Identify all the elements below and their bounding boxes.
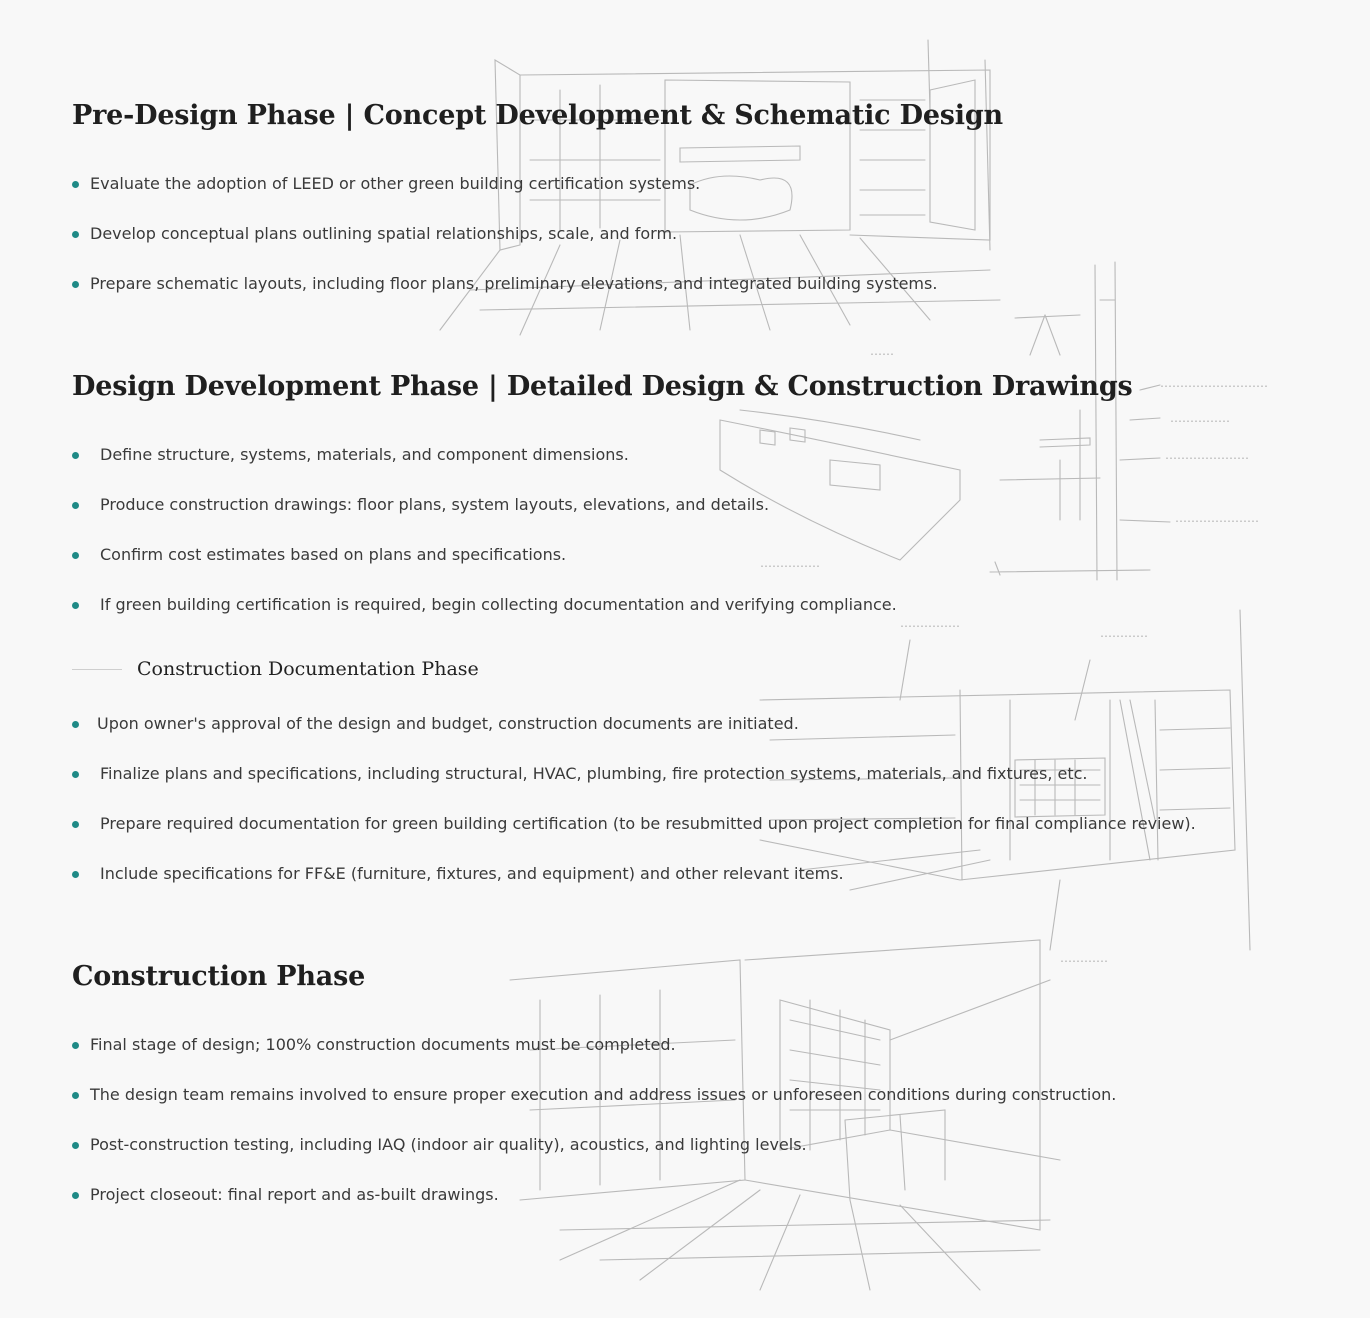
bullet-dot-icon: [72, 452, 79, 459]
svg-text:⋯⋯⋯⋯⋯⋯⋯: ⋯⋯⋯⋯⋯⋯⋯: [1175, 514, 1259, 528]
bullet-dot-icon: [72, 1092, 79, 1099]
bullet-dot-icon: [72, 1042, 79, 1049]
construction-documentation-heading: [72, 658, 479, 680]
svg-text:⋯⋯⋯⋯: ⋯⋯⋯⋯: [1100, 629, 1148, 643]
svg-text:⋯⋯⋯⋯⋯: ⋯⋯⋯⋯⋯: [760, 559, 820, 573]
list-item: Evaluate the adoption of LEED or other green building certification systems.: [72, 173, 937, 223]
svg-text:⋯⋯⋯⋯⋯⋯⋯: ⋯⋯⋯⋯⋯⋯⋯: [1165, 451, 1249, 465]
svg-text:⋯⋯⋯⋯⋯: ⋯⋯⋯⋯⋯: [900, 619, 960, 633]
list-item: Define structure, systems, materials, and component dimensions.: [72, 444, 897, 494]
design-development-title: Design Development Phase | Detailed Design & Construction Drawings: [72, 371, 1133, 402]
construction-documentation-title: Construction Documentation Phase: [137, 658, 479, 680]
construction-title: Construction Phase: [72, 961, 366, 992]
bullet-dot-icon: [72, 552, 79, 559]
bullet-dot-icon: [72, 871, 79, 878]
bullet-dot-icon: [72, 231, 79, 238]
svg-text:⋯⋯⋯⋯⋯⋯⋯⋯⋯: ⋯⋯⋯⋯⋯⋯⋯⋯⋯: [1160, 379, 1268, 393]
heading-rule: [72, 669, 122, 670]
pre-design-title: Pre-Design Phase | Concept Development & Schematic Design: [72, 100, 1003, 131]
construction-list: [72, 1034, 1116, 1234]
list-item: Include specifications for FF&E (furniture, fixtures, and equipment) and other relevant items.: [72, 863, 1196, 913]
list-item: Finalize plans and specifications, including structural, HVAC, plumbing, fire protection systems, materials, and fixtures, etc.: [72, 763, 1196, 813]
construction-documentation-list: [72, 713, 1196, 913]
list-item: Prepare schematic layouts, including floor plans, preliminary elevations, and integrated building systems.: [72, 273, 937, 323]
svg-text:⋯⋯⋯⋯: ⋯⋯⋯⋯: [1060, 954, 1108, 968]
list-item: Project closeout: final report and as-built drawings.: [72, 1184, 1116, 1234]
bullet-dot-icon: [72, 602, 79, 609]
list-item: Prepare required documentation for green building certification (to be resubmitted upon project completion for final compliance review).: [72, 813, 1196, 863]
list-item: Final stage of design; 100% construction documents must be completed.: [72, 1034, 1116, 1084]
bullet-dot-icon: [72, 181, 79, 188]
list-item: Upon owner's approval of the design and budget, construction documents are initiated.: [72, 713, 1196, 763]
list-item: Develop conceptual plans outlining spatial relationships, scale, and form.: [72, 223, 937, 273]
bullet-dot-icon: [72, 1142, 79, 1149]
pre-design-list: [72, 173, 937, 323]
list-item: Post-construction testing, including IAQ (indoor air quality), acoustics, and lighting levels.: [72, 1134, 1116, 1184]
bullet-dot-icon: [72, 1192, 79, 1199]
bullet-dot-icon: [72, 502, 79, 509]
bullet-dot-icon: [72, 771, 79, 778]
list-item: The design team remains involved to ensure proper execution and address issues or unforeseen conditions during construction.: [72, 1084, 1116, 1134]
svg-text:⋯⋯⋯⋯⋯: ⋯⋯⋯⋯⋯: [1170, 414, 1230, 428]
list-item: Confirm cost estimates based on plans and specifications.: [72, 544, 897, 594]
list-item: If green building certification is required, begin collecting documentation and verifying compliance.: [72, 594, 897, 644]
list-item: Produce construction drawings: floor plans, system layouts, elevations, and details.: [72, 494, 897, 544]
bullet-dot-icon: [72, 281, 79, 288]
bullet-dot-icon: [72, 721, 79, 728]
svg-text:⋯⋯: ⋯⋯: [870, 347, 894, 361]
bullet-dot-icon: [72, 821, 79, 828]
design-development-list: [72, 444, 897, 644]
